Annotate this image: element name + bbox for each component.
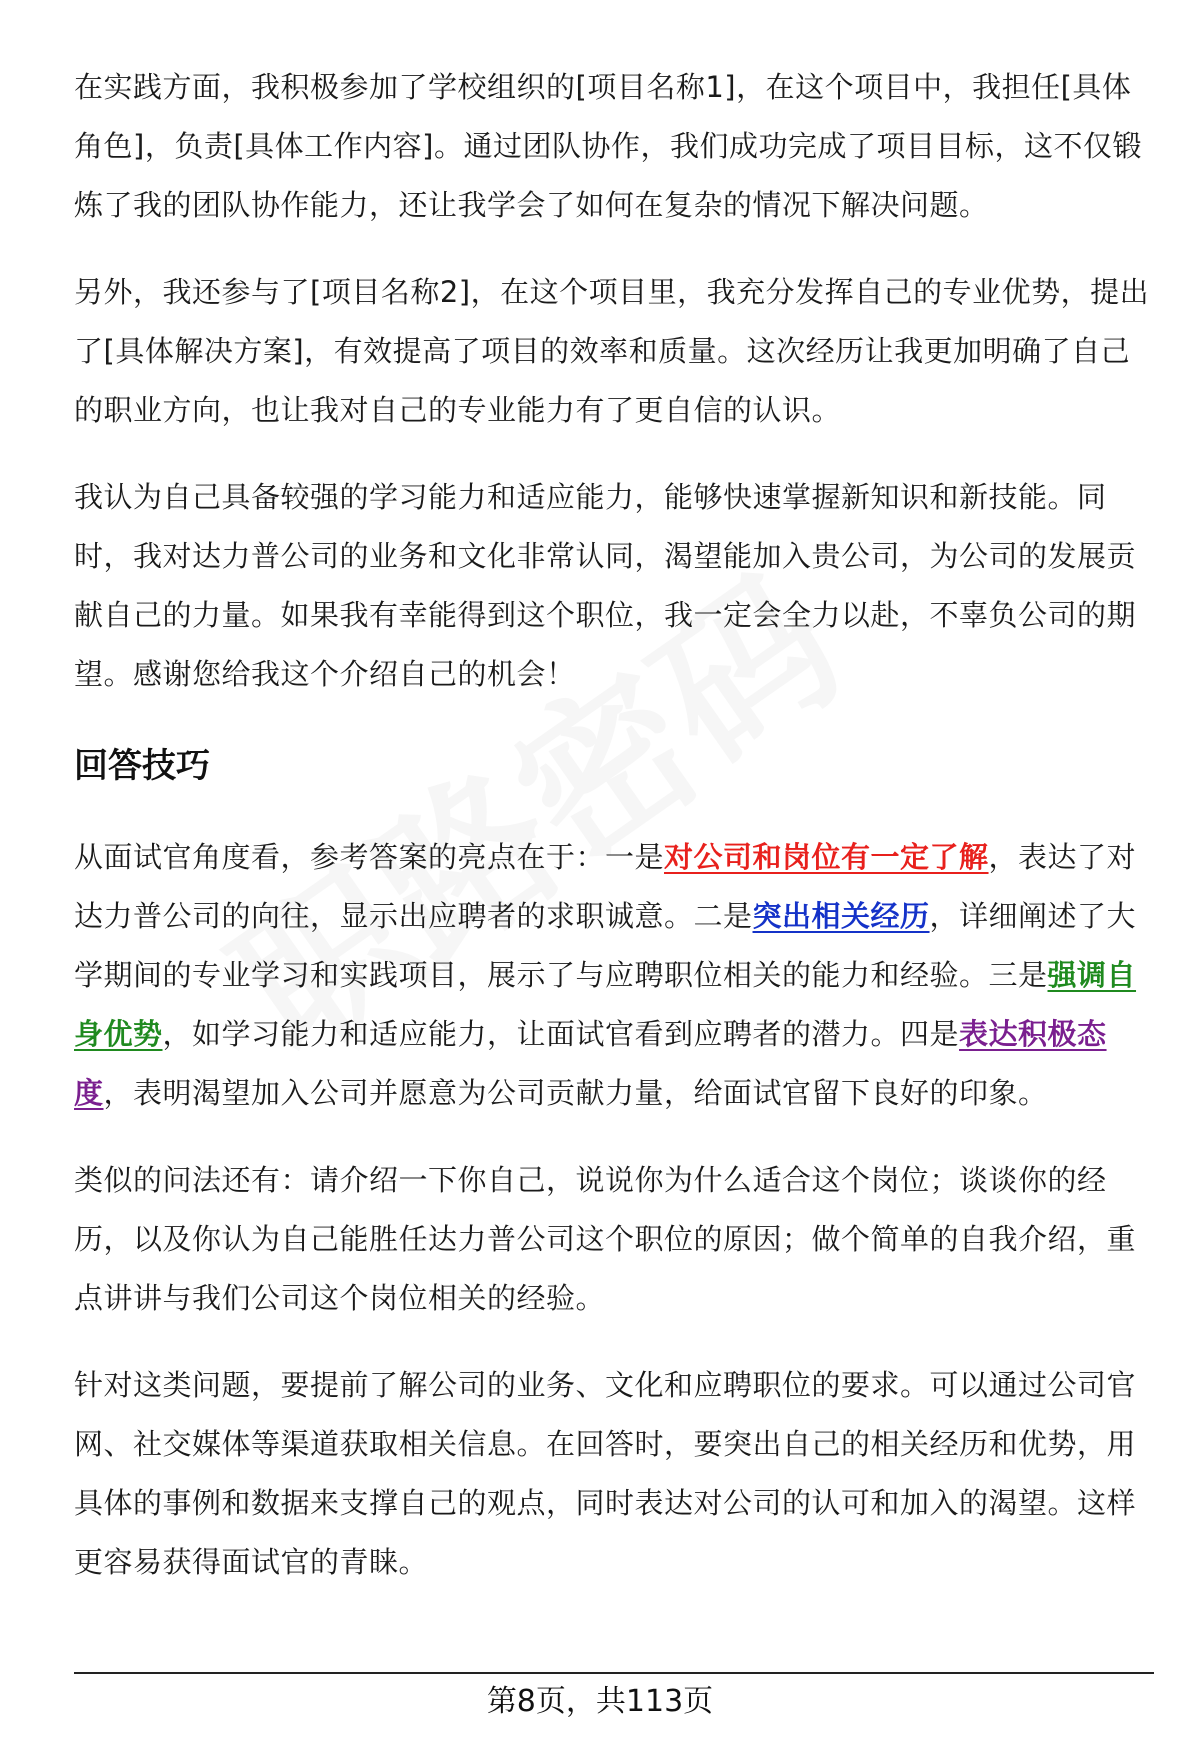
- tips-text-4: ，表明渴望加入公司并愿意为公司贡献力量，给面试官留下良好的印象。: [103, 1076, 1048, 1110]
- paragraph-self-assessment: 我认为自己具备较强的学习能力和适应能力，能够快速掌握新知识和新技能。同时，我对达力普公司的业务和文化非常认同，渴望能加入贵公司，为公司的发展贡献自己的力量。如果我有幸能得到这个职位，我一定会全力以赴，不辜负公司的期望。感谢您给我这个介绍自己的机会！: [74, 480, 1137, 691]
- highlight-relevant-experience: 突出相关经历: [752, 899, 930, 933]
- paragraph-project-two: 另外，我还参与了[项目名称2]，在这个项目里，我充分发挥自己的专业优势，提出了[具体解决方案]，有效提高了项目的效率和质量。这次经历让我更加明确了自己的职业方向，也让我对自己的专业能力有了更自信的认识。: [74, 275, 1150, 427]
- paragraph-similar-questions: 类似的问法还有：请介绍一下你自己，说说你为什么适合这个岗位；谈谈你的经历，以及你认为自己能胜任达力普公司这个职位的原因；做个简单的自我介绍，重点讲讲与我们公司这个岗位相关的经验。: [74, 1163, 1137, 1315]
- tips-text-2: ，详细阐述了大学期间的专业学习和实践项目，展示了与应聘职位相关的能力和经验。三是: [74, 899, 1137, 992]
- tips-text-1: ，表达了对达力普公司的向往，显示出应聘者的求职诚意。二是: [74, 840, 1137, 933]
- page-number: 第8页，共113页: [486, 1684, 714, 1719]
- tips-text-0: 从面试官角度看，参考答案的亮点在于：一是: [74, 840, 665, 874]
- paragraph-tips: [74, 828, 1154, 1123]
- paragraph-practice: 在实践方面，我积极参加了学校组织的[项目名称1]，在这个项目中，我担任[具体角色]，负责[具体工作内容]。通过团队协作，我们成功完成了项目目标，这不仅锻炼了我的团队协作能力，还让我学会了如何在复杂的情况下解决问题。: [74, 70, 1142, 222]
- paragraph-answer-strategy: 针对这类问题，要提前了解公司的业务、文化和应聘职位的要求。可以通过公司官网、社交媒体等渠道获取相关信息。在回答时，要突出自己的相关经历和优势，用具体的事例和数据来支撑自己的观点，同时表达对公司的认可和加入的渴望。这样更容易获得面试官的青睐。: [74, 1368, 1137, 1579]
- highlight-self-strengths: 强调自身优势: [74, 958, 1137, 1051]
- footer-divider: [74, 1672, 1154, 1674]
- tips-text-3: ，如学习能力和适应能力，让面试官看到应聘者的潜力。四是: [162, 1017, 960, 1051]
- highlight-positive-attitude: 表达积极态度: [74, 1017, 1107, 1110]
- document-page: [74, 58, 1154, 1620]
- highlight-company-understanding: 对公司和岗位有一定了解: [664, 840, 989, 874]
- section-title: 回答技巧: [74, 746, 210, 786]
